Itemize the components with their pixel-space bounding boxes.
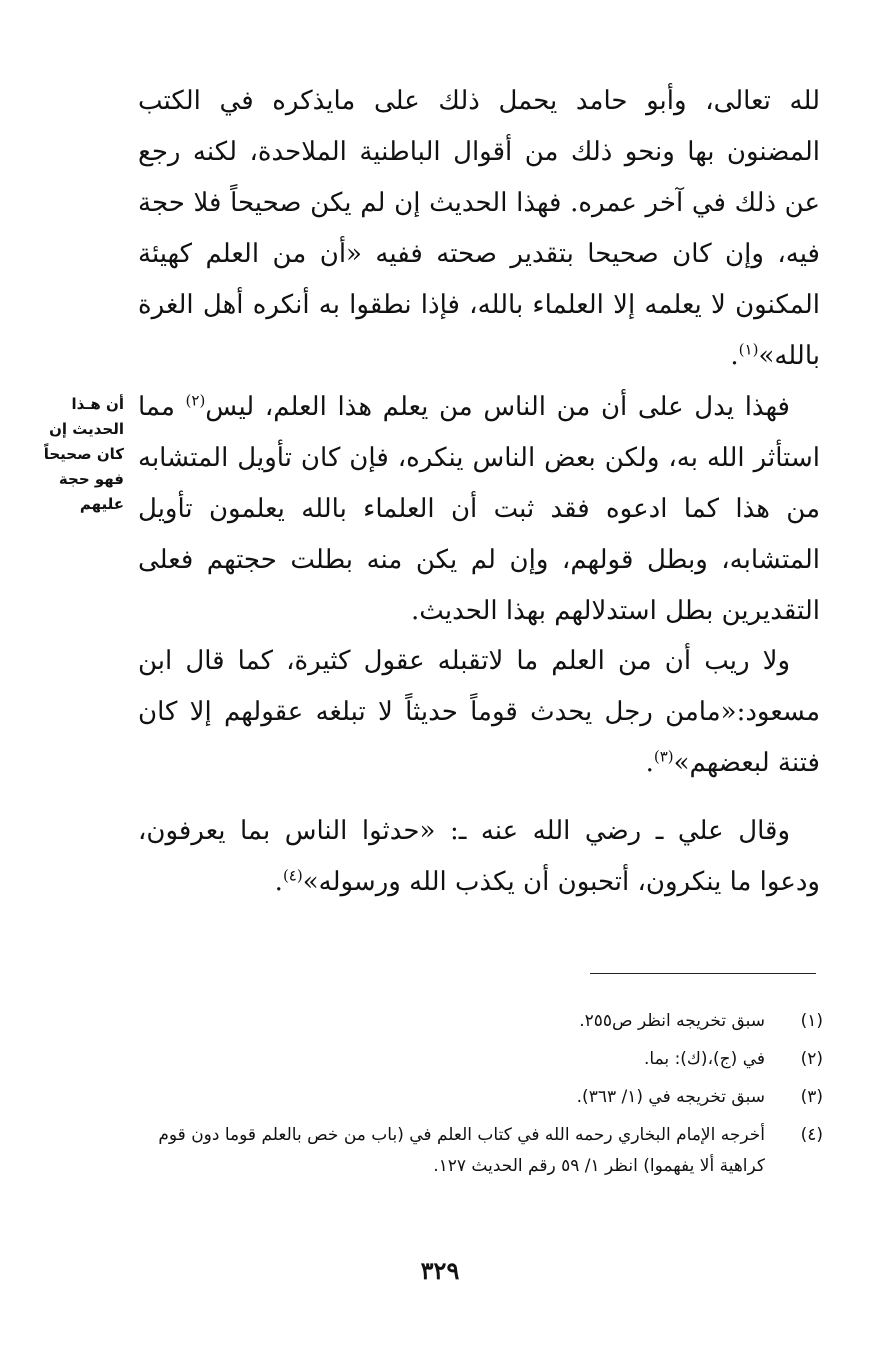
footnote-divider [590,973,816,974]
paragraph-2-text: فهذا يدل على أن من الناس من يعلم هذا العلم، ليس [205,392,790,422]
footnote-ref-3[interactable]: (٣) [653,747,674,766]
footnote-ref-2[interactable]: (٢) [185,391,206,410]
paragraph-2 [138,382,820,637]
paragraph-1-text: لله تعالى، وأبو حامد يحمل ذلك على مايذكره في الكتب المضنون بها ونحو ذلك من أقوال الباطنية الملاحدة، لكنه رجع عن ذلك في آخر عمره. فهذا الحديث إن لم يكن صحيحاً فلا حجة فيه، وإن كان صحيحا بتقدير صحته ففيه «أن من العلم كهيئة المكنون لا يعلمه إلا العلماء بالله، فإذا نطقوا به أنكره أهل الغرة بالله» [138,86,820,371]
paragraph-4-text: وقال علي ـ رضي الله عنه ـ: «حدثوا الناس بما يعرفون، ودعوا ما ينكرون، أتحبون أن يكذب الله ورسوله» [138,816,820,897]
paragraph-2-tail: مما استأثر الله به، ولكن بعض الناس ينكره، فإن كان تأويل المتشابه من هذا كما ادعوه فقد ثبت أن العلماء بالله يعلمون تأويل المتشابه، وبطل قولهم، وإن لم يكن منه بطلت حجتهم فعلى التقديرين بطل استدلالهم بهذا الحديث. [138,392,820,626]
footnote-number: (٣) [800,1087,823,1107]
paragraph-1-tail: . [730,341,739,371]
footnote-text: في (ج)،(ك): بما. [644,1049,765,1069]
footnote-text: أخرجه الإمام البخاري رحمه الله في كتاب العلم في (باب من خص بالعلم قوما دون قوم كراهية ألا يفهموا) انظر ١/ ٥٩ رقم الحديث ١٢٧. [158,1125,765,1176]
footnote-text: سبق تخريجه انظر ص٢٥٥. [579,1011,765,1031]
paragraph-4-tail: . [274,867,283,897]
page-number: ٣٢٩ [420,1256,460,1285]
footnote-number: (٢) [800,1049,823,1069]
paragraph-3-text: ولا ريب أن من العلم ما لاتقبله عقول كثيرة، كما قال ابن مسعود:«مامن رجل يحدث قوماً حديثاً لا تبلغه عقولهم إلا كان فتنة لبعضهم» [138,646,821,778]
paragraph-3-tail: . [645,748,654,778]
paragraph-3 [138,636,820,789]
footnote-3 [123,1082,823,1113]
footnote-1 [123,1006,823,1037]
footnote-number: (٤) [800,1125,823,1145]
paragraph-1 [138,76,820,382]
footnote-ref-4[interactable]: (٤) [282,866,303,885]
footnote-ref-1[interactable]: (١) [738,340,759,359]
margin-note: أن هـذا الحديث إن كان صحيحاً فهو حجة عليهم [43,395,124,513]
paragraph-4 [138,806,820,908]
footnote-number: (١) [800,1011,823,1031]
footnote-4 [123,1120,823,1182]
footnote-text: سبق تخريجه في (١/ ٣٦٣). [576,1087,765,1107]
footnote-2 [123,1044,823,1075]
